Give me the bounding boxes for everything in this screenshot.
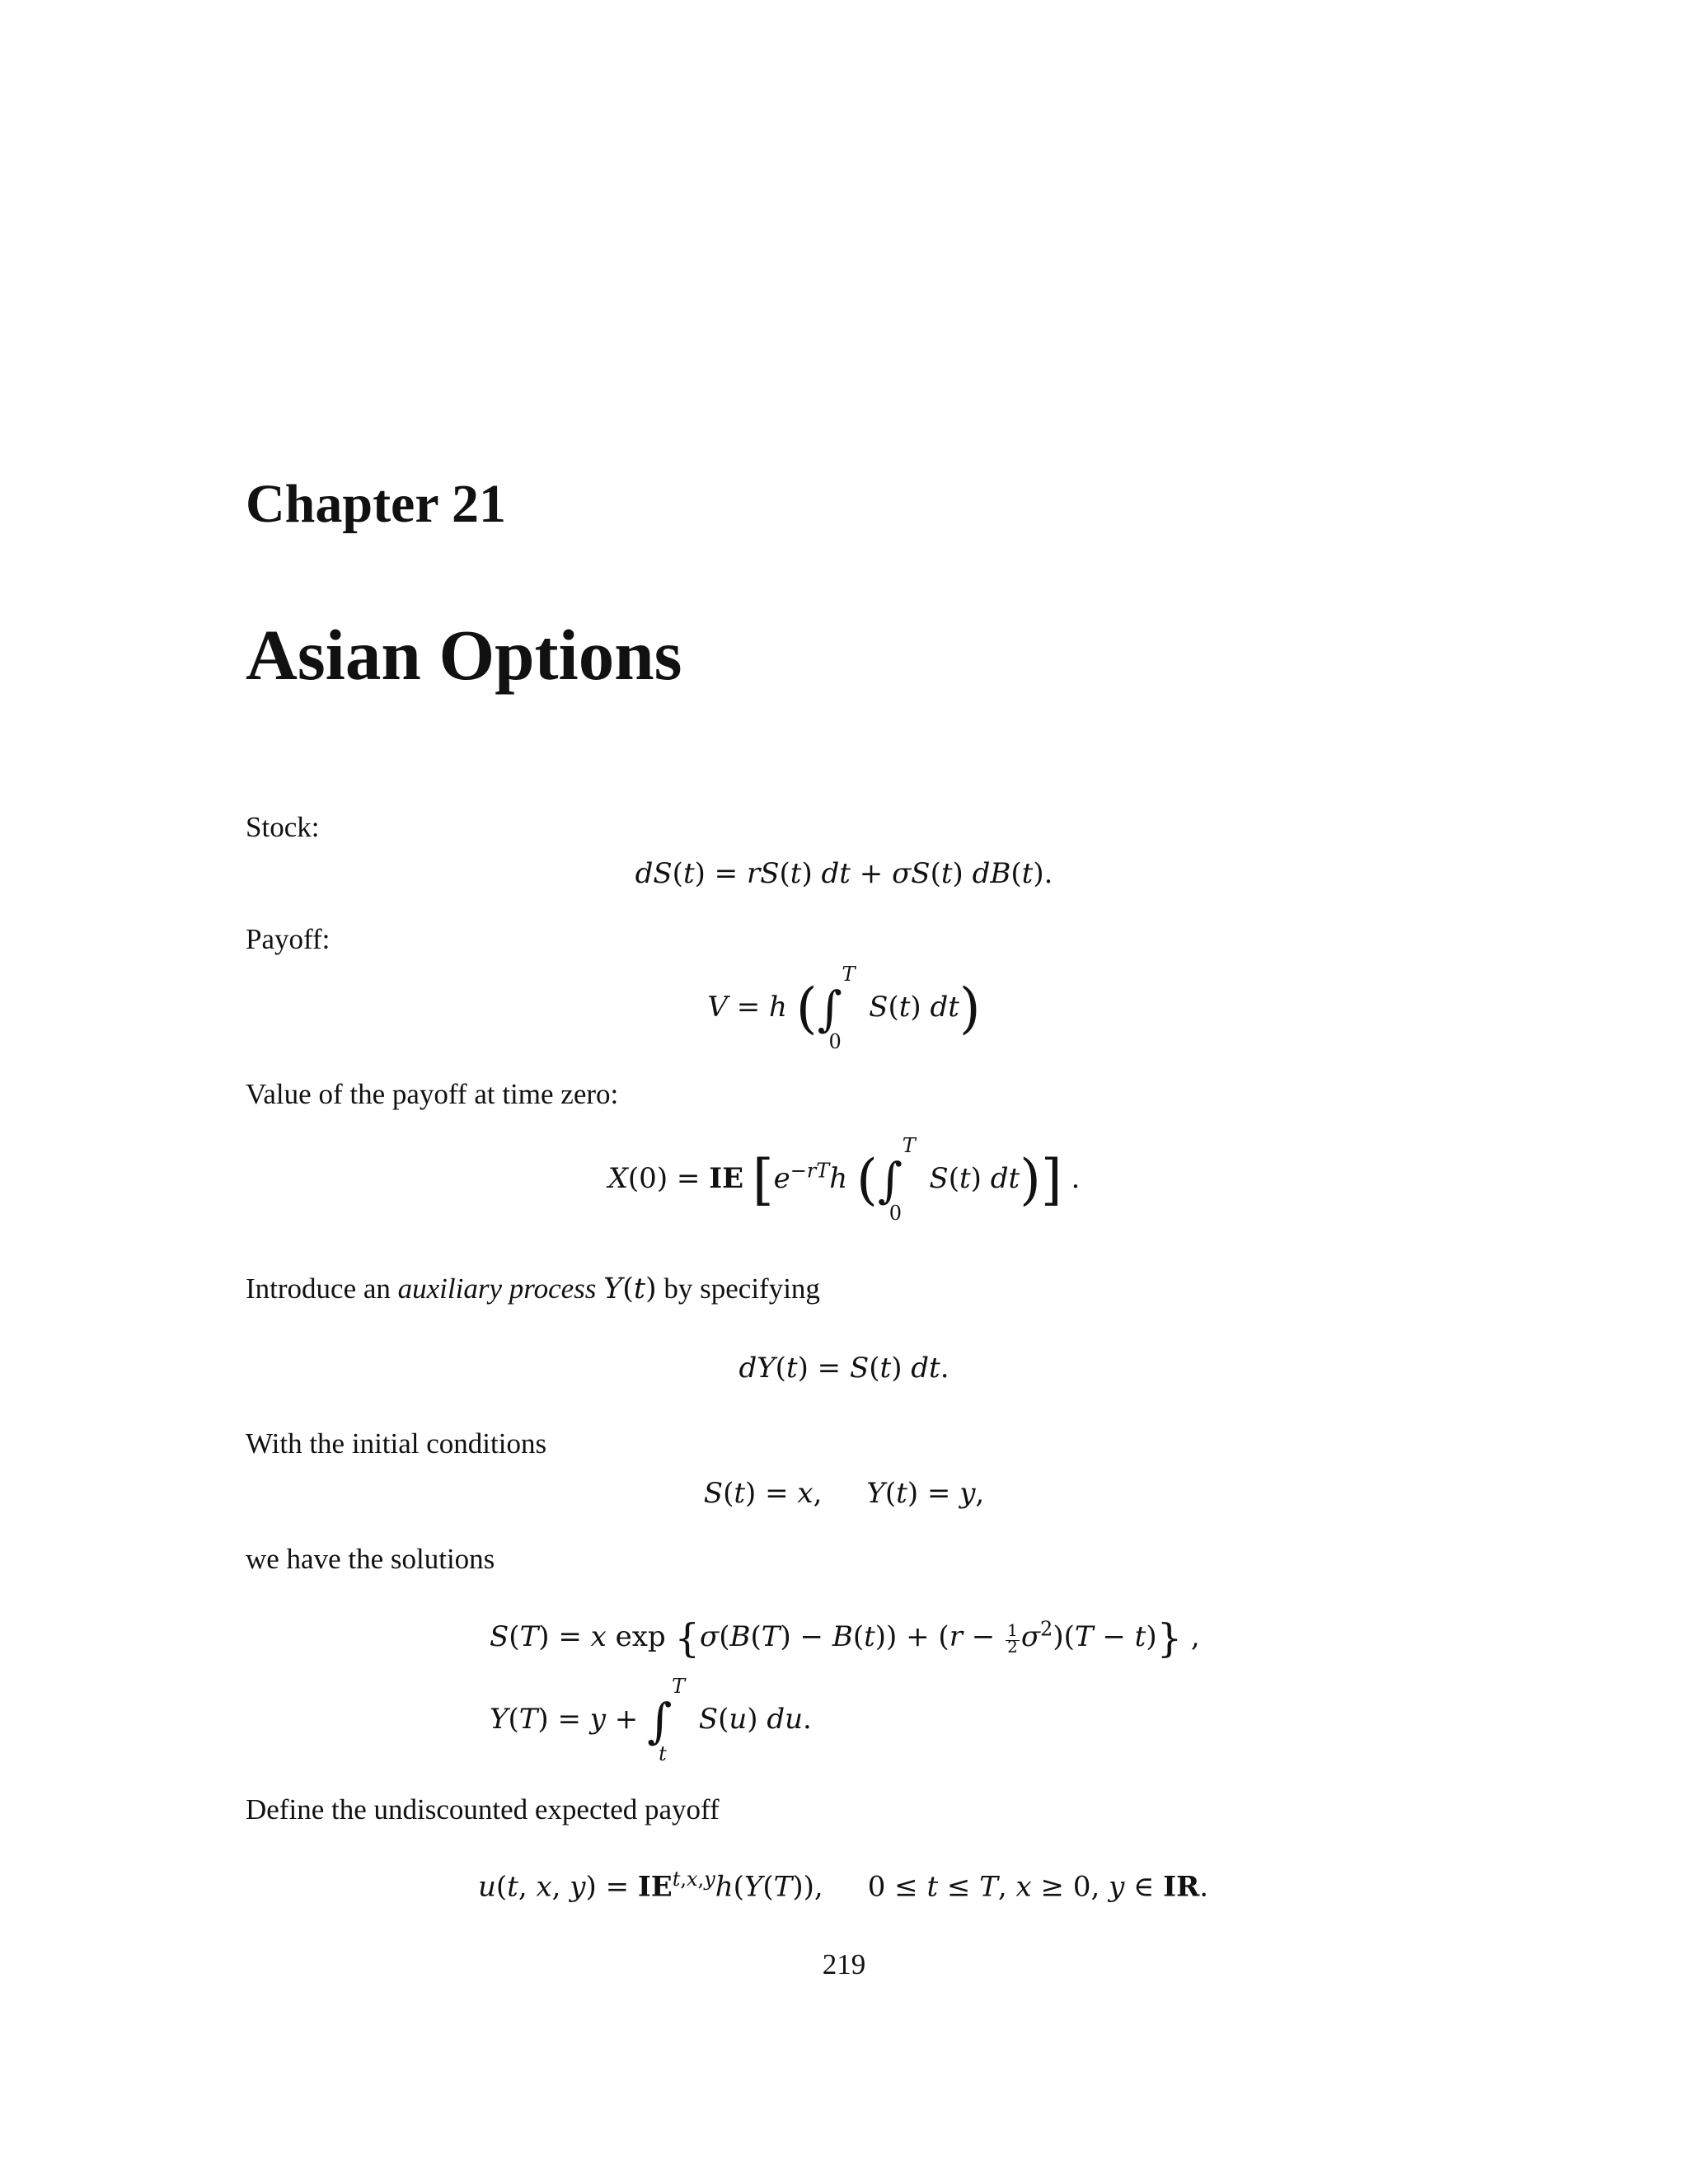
introduce-pre-text: Introduce an xyxy=(246,1272,398,1305)
define-label: Define the undiscounted expected payoff xyxy=(246,1793,720,1825)
equation-payoff: V = h (∫ T 0 S(t) dt) xyxy=(707,963,981,1053)
chapter-number: Chapter 21 xyxy=(246,474,506,534)
introduce-paragraph: Introduce an auxiliary process Y(t) by specifying xyxy=(246,1272,820,1305)
value-zero-label: Value of the payoff at time zero: xyxy=(246,1078,619,1110)
payoff-label: Payoff: xyxy=(246,923,331,955)
equation-solution-y: Y(T) = y + ∫ T t S(u) du. xyxy=(490,1675,812,1765)
page-number: 219 xyxy=(822,1948,866,1980)
chapter-title: Asian Options xyxy=(246,615,682,695)
equation-undiscounted-payoff: u(t, x, y) = IE$^{t,x,y}$h(Y(T)), 0 ≤ t ≤ T, x ≥ 0, y ∈ IR. xyxy=(478,1868,1209,1904)
equation-auxiliary: dY(t) = S(t) dt. xyxy=(738,1352,950,1385)
stock-label: Stock: xyxy=(246,811,320,843)
introduce-emphasis: auxiliary process xyxy=(397,1272,597,1305)
solutions-label: we have the solutions xyxy=(246,1543,495,1575)
introduce-post-text: by specifying xyxy=(656,1272,820,1305)
equation-initial-conditions: S(t) = x, Y(t) = y, xyxy=(703,1477,985,1510)
equation-value-zero: X(0) = IE [$e^{-rT}h$ (∫ T 0 S(t) dt)] . xyxy=(607,1134,1081,1225)
equation-stock-sde: dS(t) = rS(t) dt + σS(t) dB(t). xyxy=(635,857,1053,890)
equation-solution-s: S(T) = x exp {σ(B(T) − B(t)) + (r − 1 2 $\sigma^2)(T - t)$} , xyxy=(490,1615,1200,1661)
initial-conditions-label: With the initial conditions xyxy=(246,1427,547,1460)
